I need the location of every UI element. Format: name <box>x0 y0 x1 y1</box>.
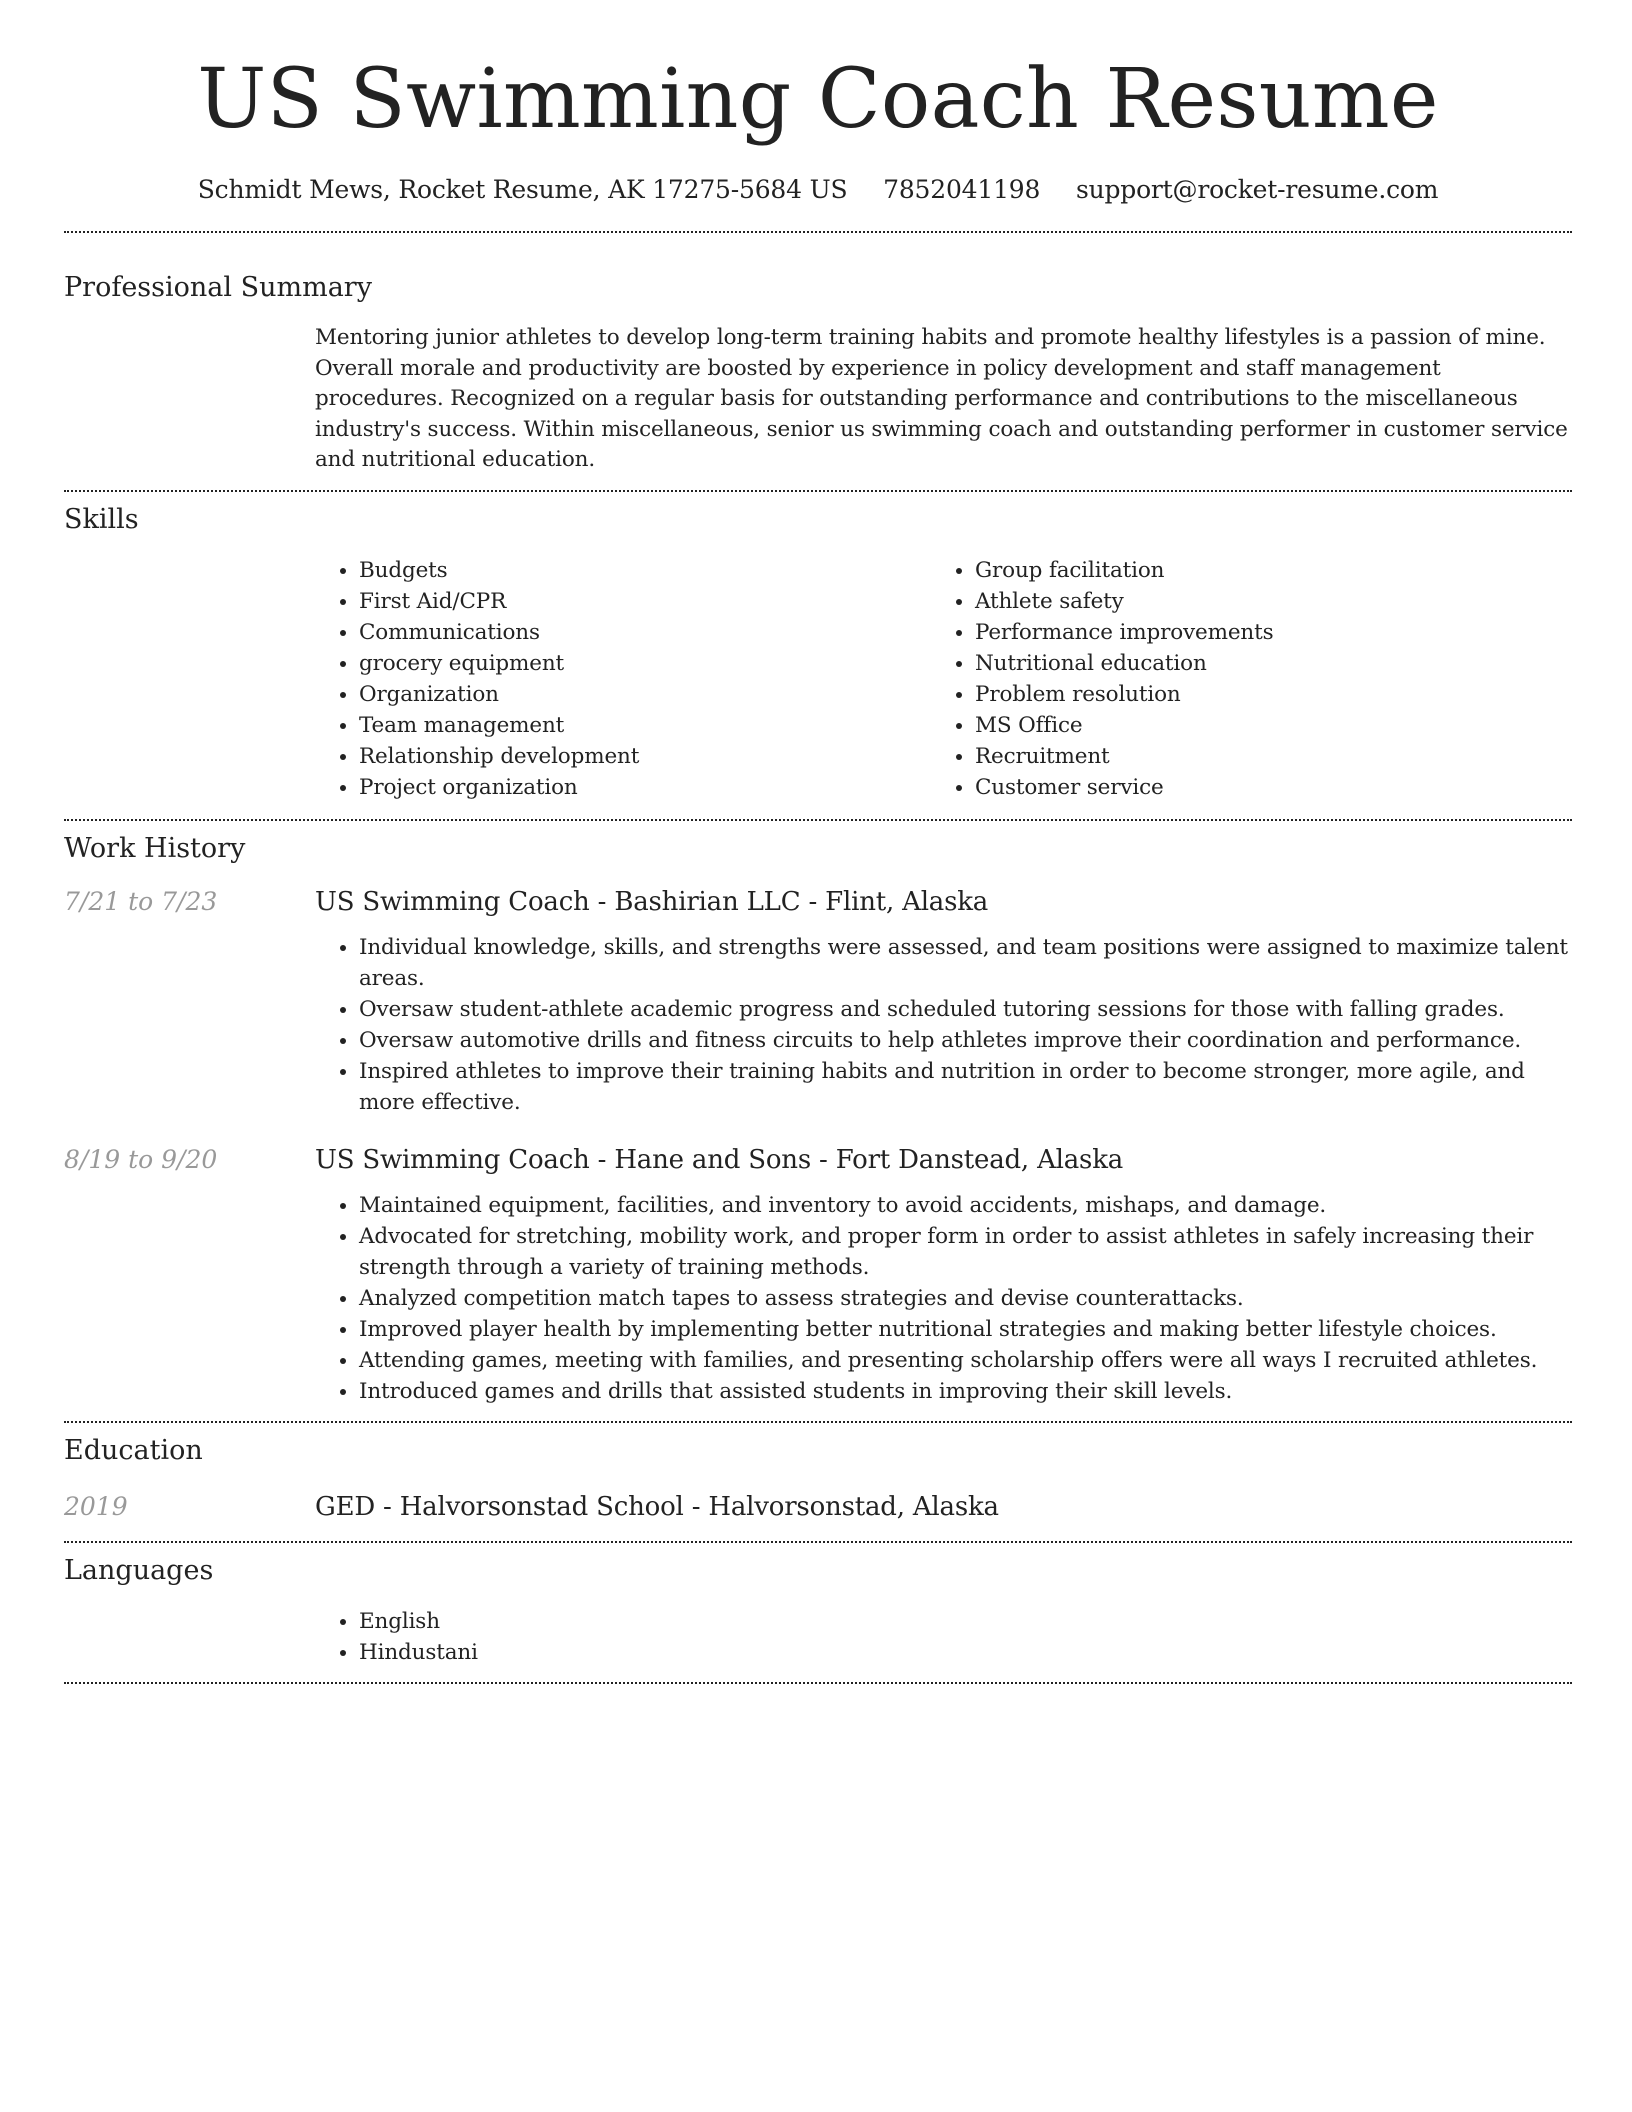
skill-item: • Group facilitation <box>975 555 1547 586</box>
skill-item: • Budgets <box>359 555 931 586</box>
job-duty: • Oversaw student-athlete academic progress and scheduled tutoring sessions for those with falling grades. <box>359 994 1572 1025</box>
language-item: • English <box>359 1606 1572 1637</box>
job-duty: • Advocated for stretching, mobility work, and proper form in order to assist athletes in safely increasing their strength through a variety of training methods. <box>359 1221 1572 1283</box>
job-header <box>64 884 1572 920</box>
skill-item: • First Aid/CPR <box>359 586 931 617</box>
job-duties <box>315 932 1572 1118</box>
job-duties <box>315 1190 1572 1407</box>
job-duty: • Individual knowledge, skills, and strengths were assessed, and team positions were assigned to maximize talent areas. <box>359 932 1572 994</box>
job-duty: • Inspired athletes to improve their training habits and nutrition in order to become stronger, more agile, and more effective. <box>359 1056 1572 1118</box>
skills-section <box>64 502 1572 803</box>
skill-item: • Nutritional education <box>975 648 1547 679</box>
skill-item: • Relationship development <box>359 741 931 772</box>
skill-item: • Athlete safety <box>975 586 1547 617</box>
work-history-section <box>64 831 1572 1407</box>
section-divider <box>64 819 1572 821</box>
skills-column-left <box>315 555 931 803</box>
contact-address: Schmidt Mews, Rocket Resume, AK 17275-5684 US <box>197 175 848 204</box>
education-section <box>64 1433 1572 1525</box>
languages-section <box>64 1553 1572 1668</box>
summary-text: Mentoring junior athletes to develop long-term training habits and promote healthy lifestyles is a passion of mine. Overall morale and productivity are boosted by experience in policy development and staff management procedures. Recognized on a regular basis for outstanding performance and contributions to the miscellaneous industry's success. Within miscellaneous, senior us swimming coach and outstanding performer in customer service and nutritional education. <box>315 325 1568 472</box>
job-date: 8/19 to 9/20 <box>64 1144 218 1174</box>
job-title: US Swimming Coach - Hane and Sons - Fort Danstead, Alaska <box>315 1144 1124 1175</box>
skill-item: • Communications <box>359 617 931 648</box>
section-divider <box>64 1682 1572 1684</box>
languages-heading: Languages <box>64 1554 214 1586</box>
language-item: • Hindustani <box>359 1637 1572 1668</box>
resume-page <box>64 0 1572 1684</box>
education-date: 2019 <box>64 1491 128 1521</box>
summary-heading: Professional Summary <box>64 272 372 303</box>
education-title: GED - Halvorsonstad School - Halvorsonstad, Alaska <box>315 1491 999 1522</box>
contact-line <box>64 170 1572 210</box>
job-duty: • Improved player health by implementing better nutritional strategies and making better lifestyle choices. <box>359 1314 1572 1345</box>
work-history-heading: Work History <box>64 832 246 864</box>
skill-item: • Performance improvements <box>975 617 1547 648</box>
section-divider <box>64 1421 1572 1423</box>
section-divider <box>64 231 1572 233</box>
summary-section <box>64 270 1572 476</box>
page-title: US Swimming Coach Resume <box>197 52 1439 147</box>
job-duty: • Attending games, meeting with families, and presenting scholarship offers were all ways I recruited athletes. <box>359 1345 1572 1376</box>
contact-email: support@rocket-resume.com <box>1075 175 1439 204</box>
skill-item: • grocery equipment <box>359 648 931 679</box>
skill-item: • Customer service <box>975 772 1547 803</box>
skills-grid <box>315 555 1572 803</box>
skill-item: • Problem resolution <box>975 679 1547 710</box>
skills-heading: Skills <box>64 503 139 535</box>
job-date: 7/21 to 7/23 <box>64 886 218 916</box>
job-header <box>64 1142 1572 1178</box>
education-entry <box>64 1489 1572 1525</box>
job-entry <box>64 884 1572 1118</box>
job-duty: • Maintained equipment, facilities, and inventory to avoid accidents, mishaps, and damage. <box>359 1190 1572 1221</box>
job-title: US Swimming Coach - Bashirian LLC - Flint, Alaska <box>315 886 989 917</box>
job-entry <box>64 1142 1572 1407</box>
section-divider <box>64 1541 1572 1543</box>
skills-column-right <box>931 555 1547 803</box>
job-duty: • Introduced games and drills that assisted students in improving their skill levels. <box>359 1376 1572 1407</box>
skill-item: • Organization <box>359 679 931 710</box>
languages-list <box>315 1606 1572 1668</box>
skill-item: • MS Office <box>975 710 1547 741</box>
job-duty: • Oversaw automotive drills and fitness circuits to help athletes improve their coordination and performance. <box>359 1025 1572 1056</box>
education-heading: Education <box>64 1434 203 1466</box>
skill-item: • Project organization <box>359 772 931 803</box>
job-duty: • Analyzed competition match tapes to assess strategies and devise counterattacks. <box>359 1283 1572 1314</box>
section-divider <box>64 490 1572 492</box>
skill-item: • Team management <box>359 710 931 741</box>
skill-item: • Recruitment <box>975 741 1547 772</box>
contact-phone: 7852041198 <box>883 175 1041 204</box>
